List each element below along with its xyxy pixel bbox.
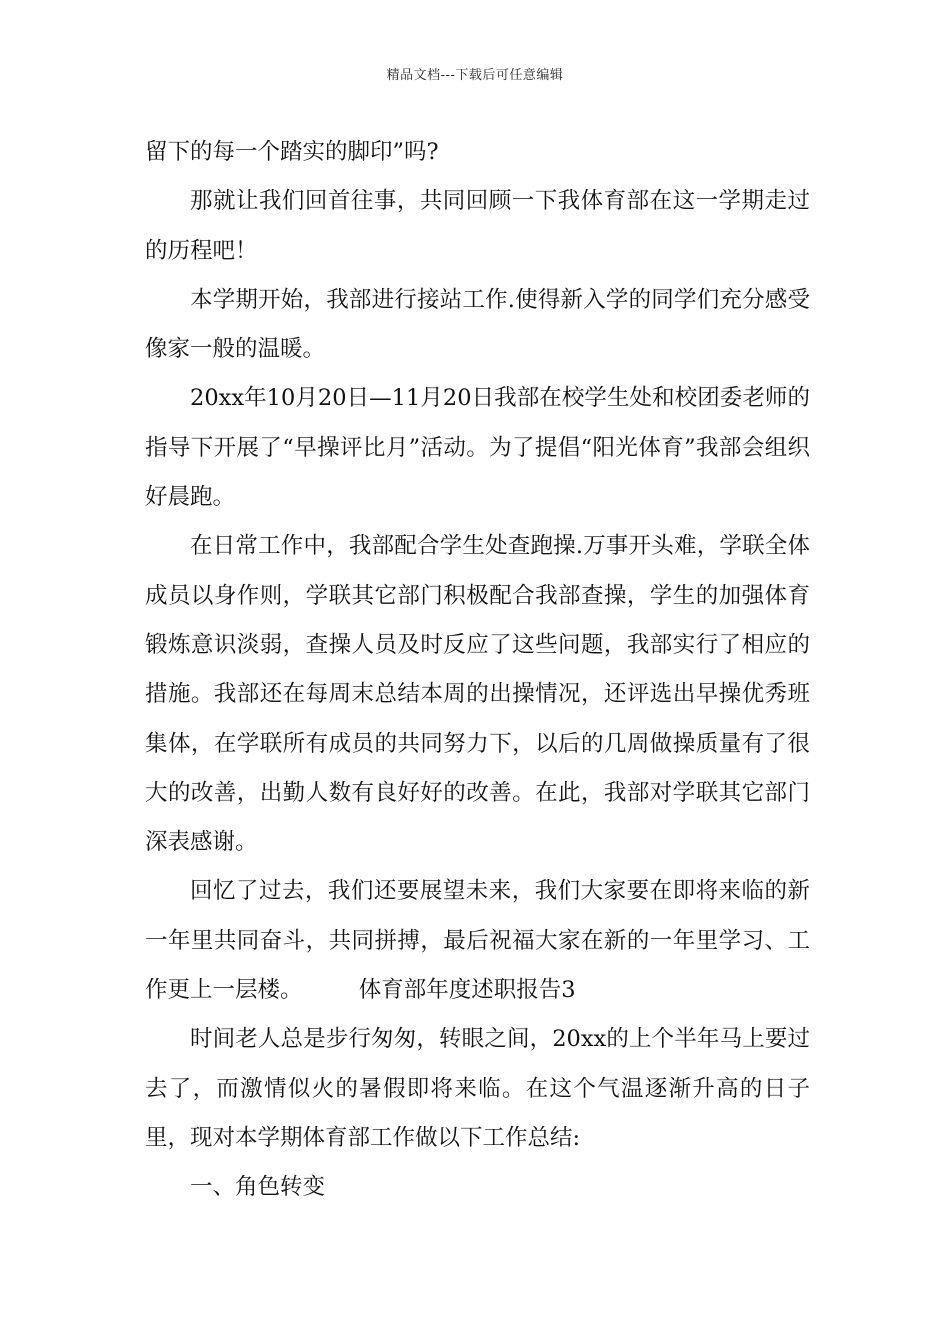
paragraph: 20xx年10月20日—11月20日我部在校学生处和校团委老师的指导下开展了“早操评比月”活动。为了提倡“阳光体育”我部会组织好晨跑。 bbox=[145, 385, 810, 511]
paragraph: 那就让我们回首往事，共同回顾一下我体育部在这一学期走过的历程吧！ bbox=[145, 188, 810, 264]
paragraph: 留下的每一个踏实的脚印”吗? bbox=[145, 139, 439, 165]
paragraph: 回忆了过去，我们还要展望未来，我们大家要在即将来临的新一年里共同奋斗，共同拼搏，最后祝福大家在新的一年里学习、工作更上一层楼。 体育部年度述职报告3 bbox=[145, 878, 810, 1004]
page-header: 精品文档---下载后可任意编辑 bbox=[386, 68, 564, 83]
paragraph: 本学期开始，我部进行接站工作.使得新入学的同学们充分感受像家一般的温暖。 bbox=[145, 286, 810, 363]
paragraph: 在日常工作中，我部配合学生处查跑操.万事开头难，学联全体成员以身作则，学联其它部门积极配合我部查操，学生的加强体育锻炼意识淡弱，查操人员及时反应了这些问题，我部实行了相应的措施。我部还在每周末总结本周的出操情况，还评选出早操优秀班集体，在学联所有成员的共同努力下，以后的几周做操质量有了很大的改善，出勤人数有良好好的改善。在此，我部对学联其它部门深表感谢。 bbox=[145, 533, 810, 856]
section-heading: 一、角色转变 bbox=[190, 1174, 326, 1201]
document-body bbox=[145, 128, 810, 1213]
paragraph: 时间老人总是步行匆匆，转眼之间，20xx的上个半年马上要过去了，而激情似火的暑假即将来临。在这个气温逐渐升高的日子里，现对本学期体育部工作做以下工作总结: bbox=[145, 1026, 810, 1151]
